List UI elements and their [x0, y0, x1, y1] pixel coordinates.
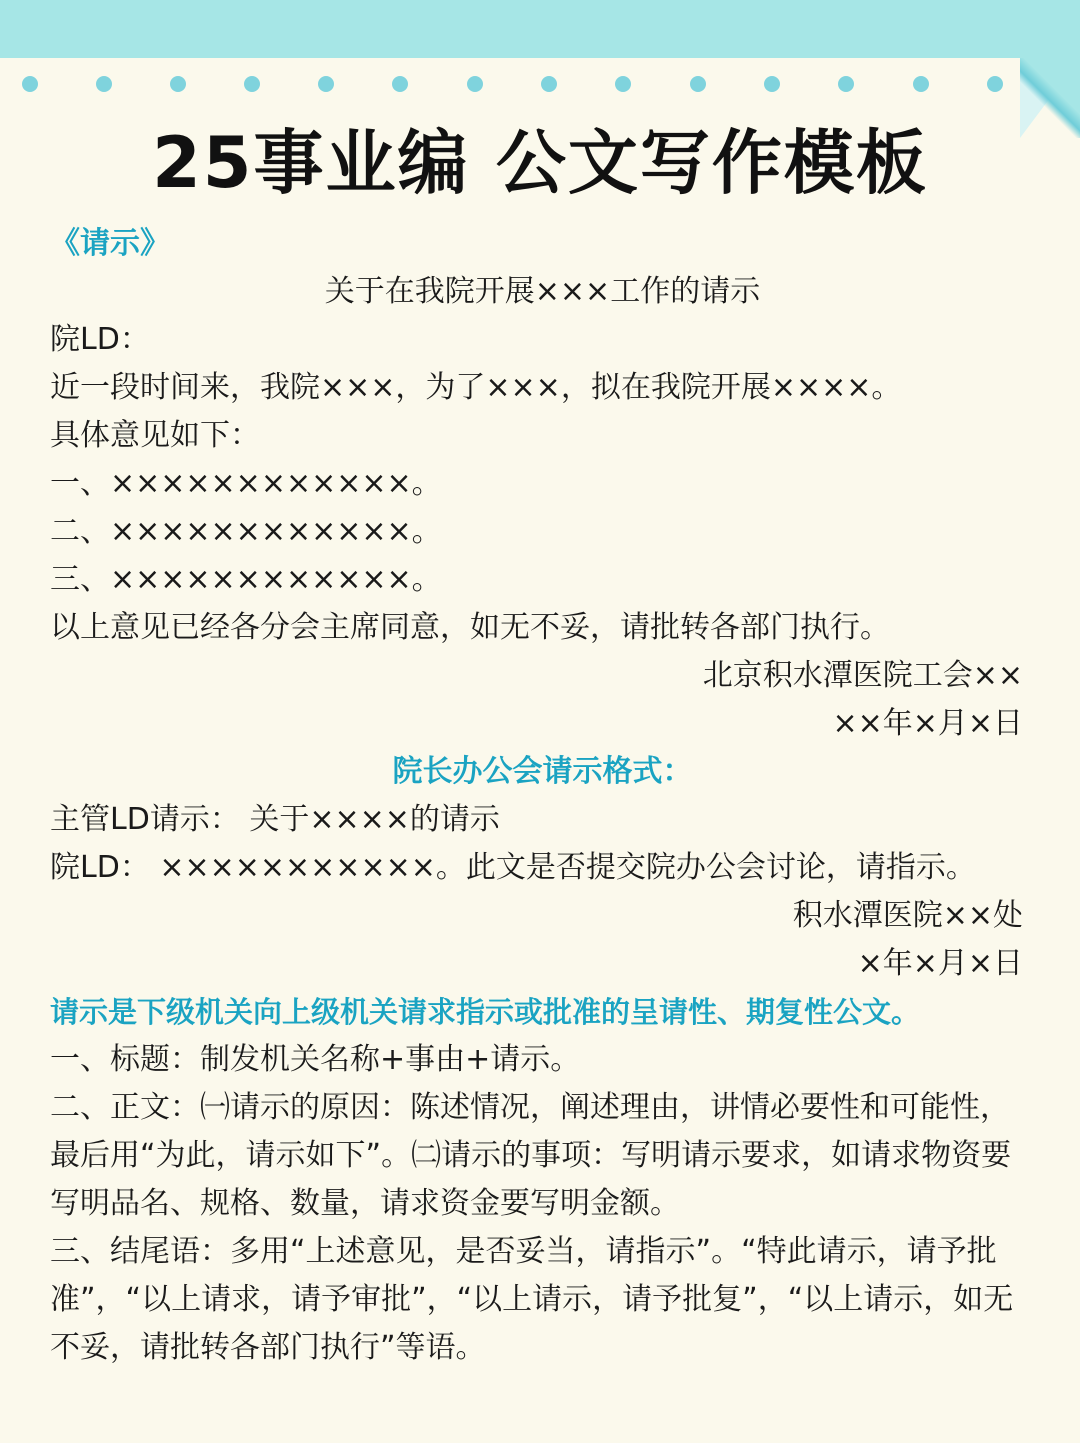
closing-paragraph: 以上意见已经各分会主席同意，如无不妥，请批转各部门执行。: [50, 610, 890, 645]
format-signature-org: 积水潭医院××处: [792, 898, 1023, 933]
binder-hole: [987, 76, 1003, 92]
point-3: 三、结尾语：多用“上述意见，是否妥当，请指示”。“特此请示，请予批准”，“以上请求，请予审批”，“以上请示，请予批复”，“以上请示，如无不妥，请批转各部门执行”等语。: [50, 1234, 1014, 1365]
page-title: 25事业编 公文写作模板: [152, 122, 928, 204]
binder-hole: [690, 76, 706, 92]
binder-hole: [467, 76, 483, 92]
body-paragraph-2: 具体意见如下：: [50, 418, 260, 453]
section-heading: 《请示》: [50, 226, 170, 261]
doc-title: 关于在我院开展×××工作的请示: [324, 274, 761, 309]
definition: 请示是下级机关向上级机关请求指示或批准的呈请性、期复性公文。: [50, 995, 921, 1029]
list-item-3: 三、××××××××××××。: [50, 562, 442, 597]
binder-holes: [0, 76, 1080, 96]
body-paragraph-1: 近一段时间来，我院×××，为了×××，拟在我院开展××××。: [50, 370, 902, 405]
binder-hole: [913, 76, 929, 92]
signature-date: ××年×月×日: [832, 706, 1023, 741]
document-body: [50, 220, 1035, 1372]
binder-hole: [22, 76, 38, 92]
binder-hole: [615, 76, 631, 92]
binder-hole: [244, 76, 260, 92]
format-line-1: 主管LD请示： 关于××××的请示: [50, 802, 500, 837]
binder-hole: [838, 76, 854, 92]
point-2: 二、正文：㈠请示的原因：陈述情况，阐述理由，讲情必要性和可能性，最后用“为此，请示如下”。㈡请示的事项：写明请示要求，如请求物资要写明品名、规格、数量，请求资金要写明金额。: [50, 1090, 1012, 1221]
format-heading: 院长办公会请示格式：: [392, 754, 693, 789]
binder-hole: [541, 76, 557, 92]
binder-hole: [764, 76, 780, 92]
format-signature-date: ×年×月×日: [857, 946, 1023, 981]
signature-org: 北京积水潭医院工会××: [702, 658, 1023, 693]
list-item-1: 一、××××××××××××。: [50, 466, 442, 501]
binder-hole: [96, 76, 112, 92]
binder-hole: [392, 76, 408, 92]
format-line-2: 院LD： ×××××××××××。此文是否提交院办公会讨论，请指示。: [50, 850, 976, 885]
binder-hole: [170, 76, 186, 92]
point-1: 一、标题：制发机关名称+事由+请示。: [50, 1042, 581, 1077]
list-item-2: 二、××××××××××××。: [50, 514, 442, 549]
binder-hole: [318, 76, 334, 92]
salutation: 院LD：: [50, 322, 150, 357]
